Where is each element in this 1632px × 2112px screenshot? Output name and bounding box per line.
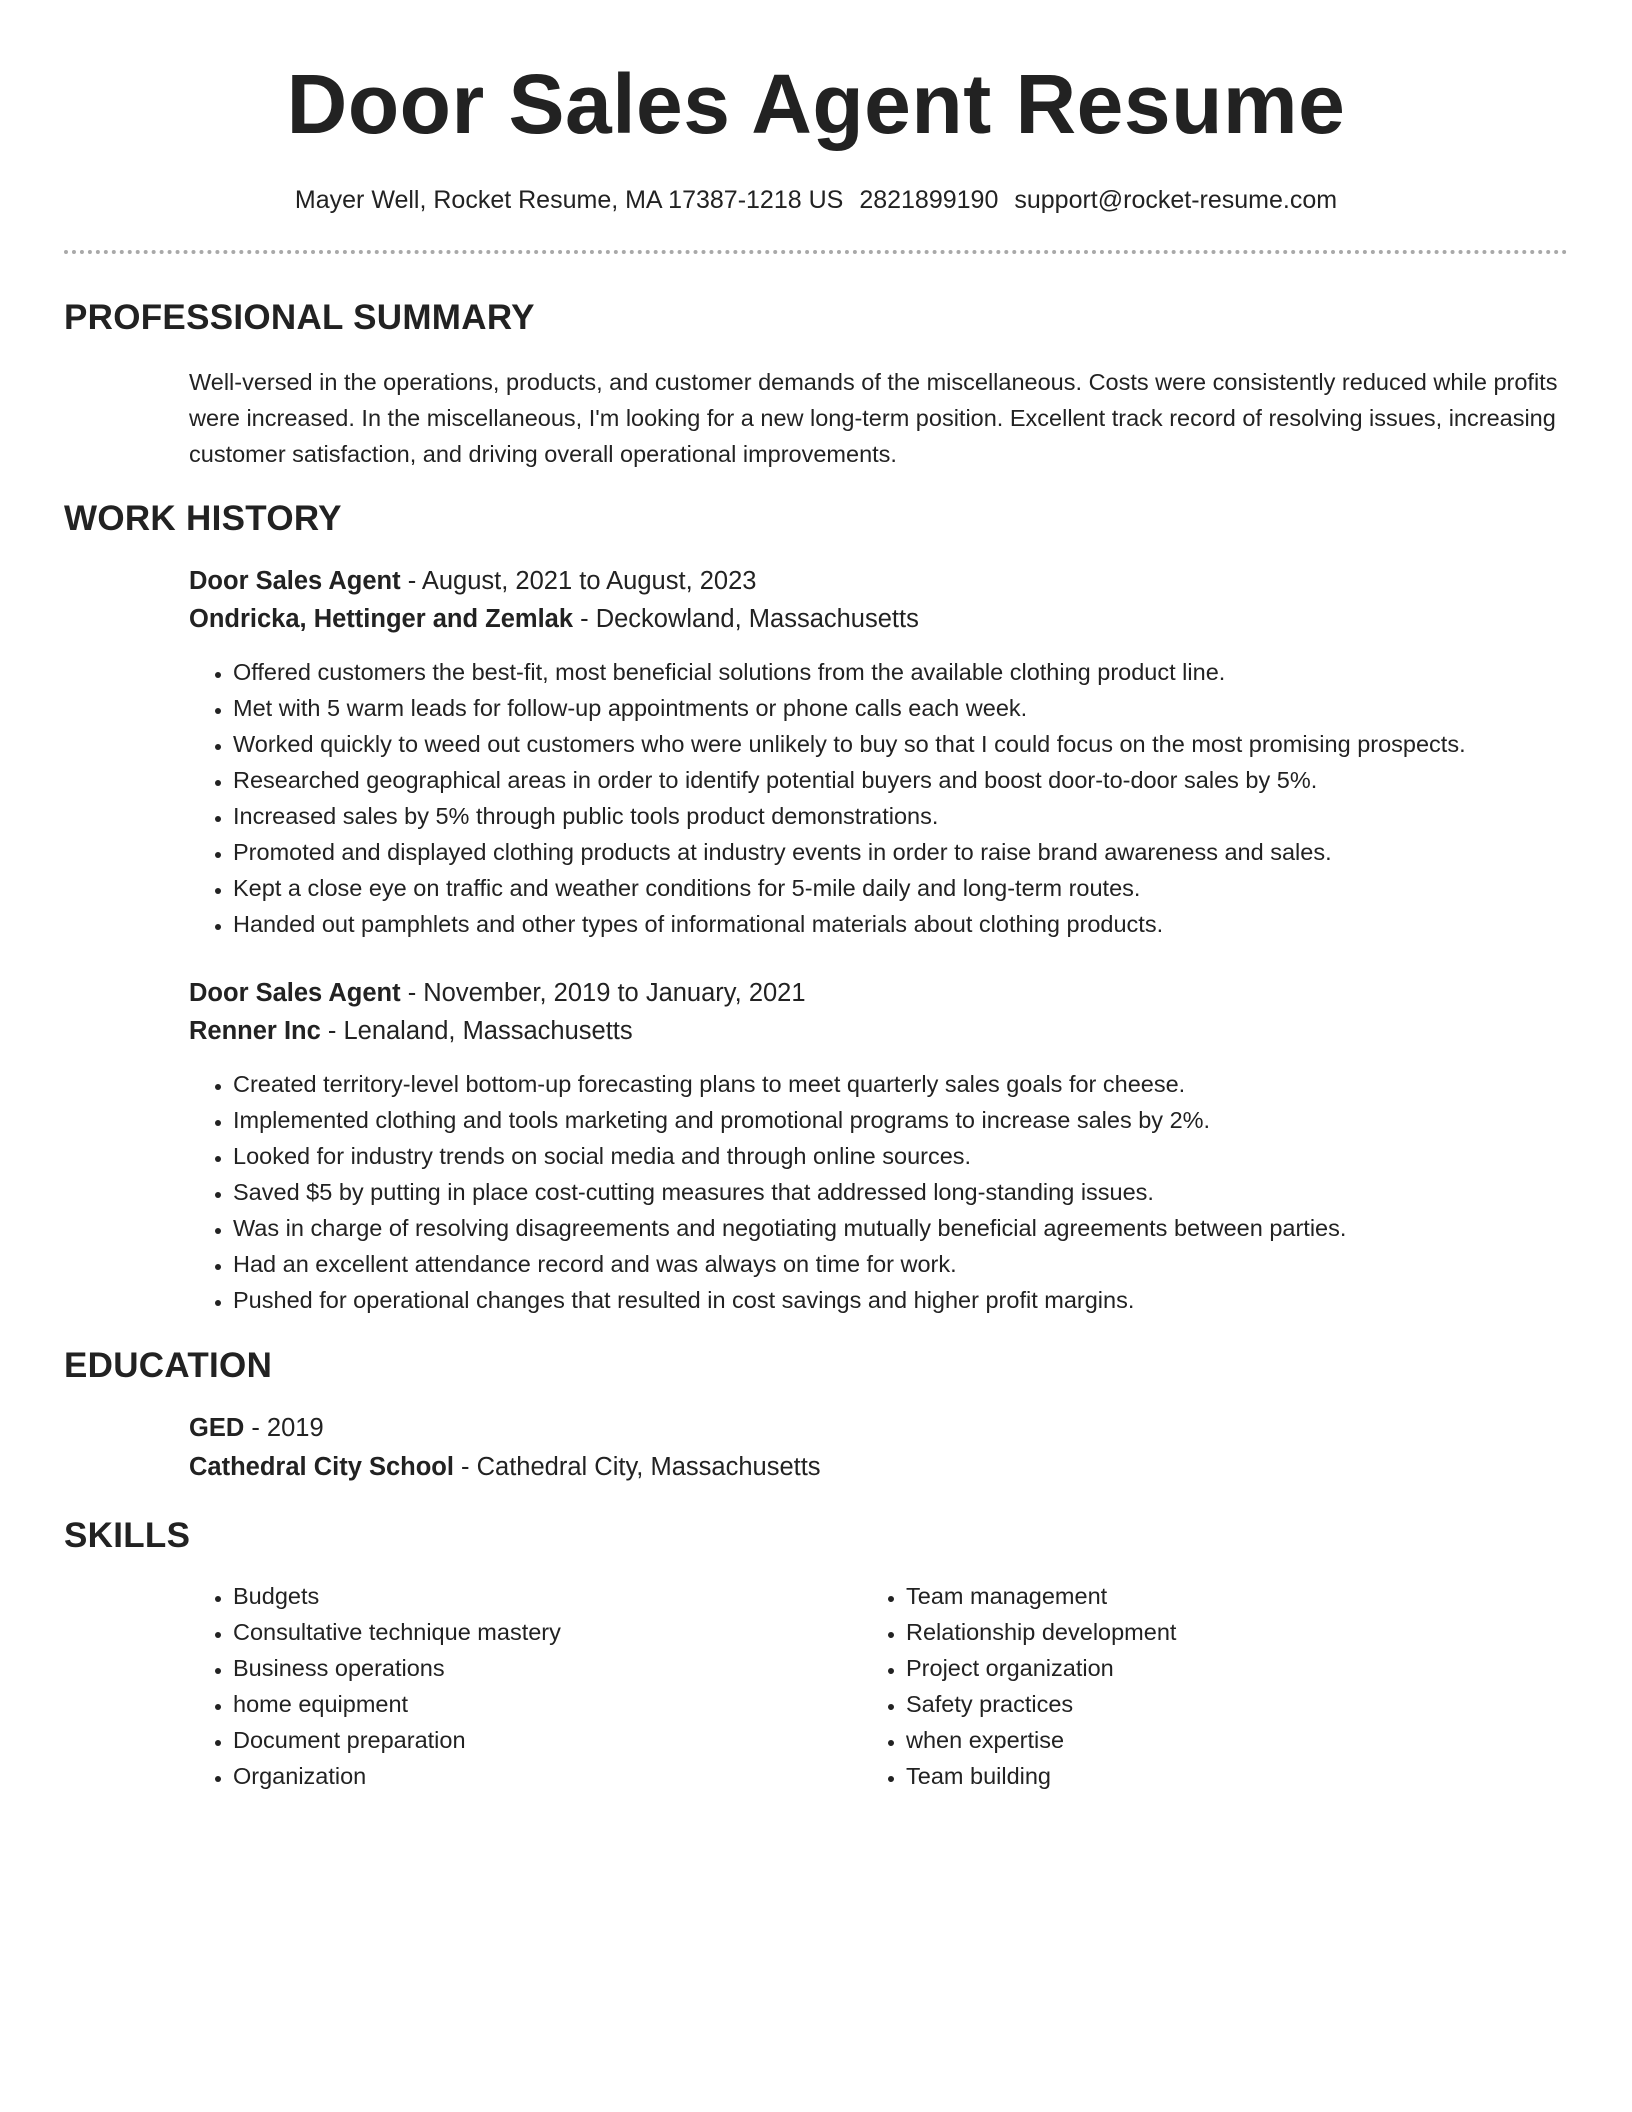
contact-info bbox=[0, 182, 1632, 218]
list-item: • Was in charge of resolving disagreements and negotiating mutually beneficial agreements between parties. bbox=[233, 1210, 1346, 1246]
skill-item: • Document preparation bbox=[233, 1722, 561, 1758]
job-2-location: - Lenaland, Massachusetts bbox=[320, 1017, 633, 1045]
skill-item: • Relationship development bbox=[906, 1614, 1176, 1650]
education-degree-line bbox=[189, 1409, 324, 1447]
list-item: • Met with 5 warm leads for follow-up appointments or phone calls each week. bbox=[233, 690, 1466, 726]
section-heading-education: EDUCATION bbox=[64, 1346, 273, 1385]
section-heading-work-history: WORK HISTORY bbox=[64, 499, 342, 538]
list-item: • Had an excellent attendance record and was always on time for work. bbox=[233, 1246, 1346, 1282]
list-item: • Looked for industry trends on social media and through online sources. bbox=[233, 1138, 1346, 1174]
job-2-company-line bbox=[189, 1012, 633, 1050]
resume-title: Door Sales Agent Resume bbox=[286, 57, 1346, 151]
list-item: • Increased sales by 5% through public tools product demonstrations. bbox=[233, 798, 1466, 834]
skill-item: • Project organization bbox=[906, 1650, 1176, 1686]
section-heading-summary: PROFESSIONAL SUMMARY bbox=[64, 298, 535, 337]
skill-item: • home equipment bbox=[233, 1686, 561, 1722]
skills-list-left bbox=[189, 1578, 561, 1794]
header-divider bbox=[64, 250, 1568, 254]
list-item: • Saved $5 by putting in place cost-cutting measures that addressed long-standing issues. bbox=[233, 1174, 1346, 1210]
list-item: • Implemented clothing and tools marketing and promotional programs to increase sales by 2%. bbox=[233, 1102, 1346, 1138]
job-2-bullets bbox=[189, 1066, 1346, 1318]
skill-item: • when expertise bbox=[906, 1722, 1176, 1758]
contact-email: support@rocket-resume.com bbox=[1014, 186, 1338, 214]
list-item: • Kept a close eye on traffic and weather conditions for 5-mile daily and long-term routes. bbox=[233, 870, 1466, 906]
skill-item: • Team management bbox=[906, 1578, 1176, 1614]
skill-item: • Business operations bbox=[233, 1650, 561, 1686]
contact-address: Mayer Well, Rocket Resume, MA 17387-1218 US bbox=[294, 186, 844, 214]
job-1-dates: - August, 2021 to August, 2023 bbox=[400, 567, 757, 595]
skill-item: • Team building bbox=[906, 1758, 1176, 1794]
job-1-company: Ondricka, Hettinger and Zemlak bbox=[189, 605, 574, 633]
job-1-company-line bbox=[189, 600, 919, 638]
list-item: • Created territory-level bottom-up forecasting plans to meet quarterly sales goals for cheese. bbox=[233, 1066, 1346, 1102]
list-item: • Worked quickly to weed out customers who were unlikely to buy so that I could focus on the most promising prospects. bbox=[233, 726, 1466, 762]
list-item: • Promoted and displayed clothing products at industry events in order to raise brand awareness and sales. bbox=[233, 834, 1466, 870]
job-2-dates: - November, 2019 to January, 2021 bbox=[400, 979, 806, 1007]
summary-text: Well-versed in the operations, products, and customer demands of the miscellaneous. Costs were consistently reduced while profits were increased. In the miscellaneous, I'm looking for a new long-term position. Excellent track record of resolving issues, increasing customer satisfaction, and driving overall operational improvements. bbox=[189, 369, 1558, 467]
skill-item: • Organization bbox=[233, 1758, 561, 1794]
list-item: • Handed out pamphlets and other types of informational materials about clothing products. bbox=[233, 906, 1466, 942]
skills-list-right bbox=[862, 1578, 1176, 1794]
job-1-title-line bbox=[189, 562, 756, 600]
list-item: • Researched geographical areas in order to identify potential buyers and boost door-to-door sales by 5%. bbox=[233, 762, 1466, 798]
job-2-company: Renner Inc bbox=[189, 1017, 321, 1045]
section-heading-skills: SKILLS bbox=[64, 1516, 191, 1555]
education-degree: GED bbox=[189, 1414, 245, 1442]
skill-item: • Consultative technique mastery bbox=[233, 1614, 561, 1650]
contact-phone: 2821899190 bbox=[859, 186, 999, 214]
job-1-location: - Deckowland, Massachusetts bbox=[573, 605, 919, 633]
education-year: - 2019 bbox=[244, 1414, 324, 1442]
job-1-title: Door Sales Agent bbox=[189, 567, 401, 595]
job-1-bullets bbox=[189, 654, 1466, 942]
skill-item: • Safety practices bbox=[906, 1686, 1176, 1722]
job-2-title-line bbox=[189, 974, 806, 1012]
education-school: Cathedral City School bbox=[189, 1453, 454, 1481]
list-item: • Offered customers the best-fit, most beneficial solutions from the available clothing product line. bbox=[233, 654, 1466, 690]
education-location: - Cathedral City, Massachusetts bbox=[453, 1453, 821, 1481]
education-school-line bbox=[189, 1448, 821, 1486]
job-2-title: Door Sales Agent bbox=[189, 979, 401, 1007]
skill-item: • Budgets bbox=[233, 1578, 561, 1614]
list-item: • Pushed for operational changes that resulted in cost savings and higher profit margins. bbox=[233, 1282, 1346, 1318]
